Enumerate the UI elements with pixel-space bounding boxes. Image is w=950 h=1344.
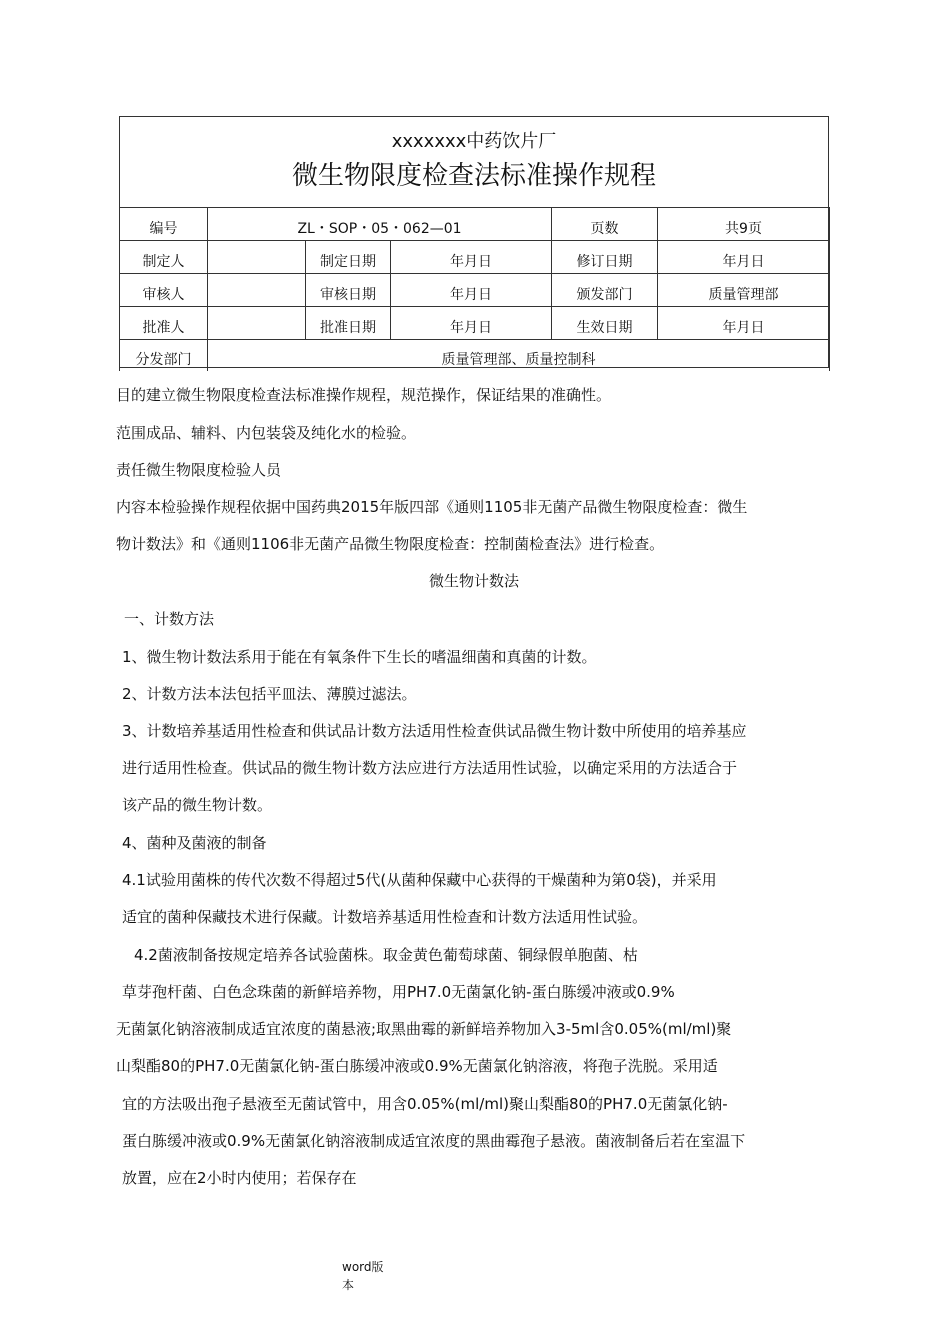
reviewer-value: [208, 274, 306, 307]
review-date-label: 审核日期: [306, 274, 391, 307]
purpose-paragraph: 目的建立微生物限度检查法标准操作规程，规范操作，保证结果的准确性。: [116, 386, 612, 404]
created-date-label: 制定日期: [306, 241, 391, 274]
responsibility-paragraph: 责任微生物限度检验人员: [116, 461, 282, 479]
page-footer: [342, 1258, 384, 1294]
list-item-continued: 草芽孢杆菌、白色念珠菌的新鲜培养物，用PH7.0无菌氯化钠-蛋白胨缓冲液或0.9%: [122, 983, 675, 1001]
list-item-continued: 宜的方法吸出孢子悬液至无菌试管中，用含0.05%(ml/ml)聚山梨酯80的PH7.0无菌氯化钠-: [122, 1095, 728, 1113]
list-item-continued: 无菌氯化钠溶液制成适宜浓度的菌悬液;取黑曲霉的新鲜培养物加入3-5ml含0.05%(ml/ml)聚: [116, 1020, 732, 1038]
footer-line: word版: [342, 1260, 384, 1274]
subsection-heading: 一、计数方法: [124, 610, 215, 628]
reviewer-label: 审核人: [120, 274, 208, 307]
doc-number-label: 编号: [120, 208, 208, 241]
effective-date-value: 年月日: [658, 307, 830, 340]
page-count-value: 共9页: [658, 208, 830, 241]
list-item-continued: 适宜的菌种保藏技术进行保藏。计数培养基适用性检查和计数方法适用性试验。: [122, 908, 648, 926]
list-item: 4、菌种及菌液的制备: [122, 834, 267, 852]
company-name: xxxxxxx中药饮片厂: [391, 131, 557, 152]
revised-date-value: 年月日: [658, 241, 830, 274]
list-item: 2、计数方法本法包括平皿法、薄膜过滤法。: [122, 685, 417, 703]
list-item-continued: 山梨酯80的PH7.0无菌氯化钠-蛋白胨缓冲液或0.9%无菌氯化钠溶液，将孢子洗脱。采用适: [116, 1057, 718, 1075]
review-date-value: 年月日: [391, 274, 552, 307]
approver-label: 批准人: [120, 307, 208, 340]
author-label: 制定人: [120, 241, 208, 274]
table-row: [120, 274, 830, 307]
list-item: 4.1试验用菌株的传代次数不得超过5代(从菌种保藏中心获得的干燥菌种为第0袋)，并采用: [122, 871, 717, 889]
table-row: [120, 241, 830, 274]
document-title: 微生物限度检查法标准操作规程: [291, 161, 656, 191]
meta-table: [119, 207, 830, 371]
list-item: 4.2菌液制备按规定培养各试验菌株。取金黄色葡萄球菌、铜绿假单胞菌、枯: [134, 946, 638, 964]
effective-date-label: 生效日期: [552, 307, 658, 340]
approver-value: [208, 307, 306, 340]
list-item: 1、微生物计数法系用于能在有氧条件下生长的嗜温细菌和真菌的计数。: [122, 648, 597, 666]
list-item-continued: 蛋白胨缓冲液或0.9%无菌氯化钠溶液制成适宜浓度的黑曲霉孢子悬液。菌液制备后若在室温下: [122, 1132, 746, 1150]
issuing-dept-value: 质量管理部: [658, 274, 830, 307]
header-box: [119, 116, 829, 368]
author-value: [208, 241, 306, 274]
distribution-label: 分发部门: [120, 340, 208, 372]
page-count-label: 页数: [552, 208, 658, 241]
approval-date-value: 年月日: [391, 307, 552, 340]
created-date-value: 年月日: [391, 241, 552, 274]
list-item-continued: 该产品的微生物计数。: [122, 796, 273, 814]
table-row: [120, 208, 830, 241]
issuing-dept-label: 颁发部门: [552, 274, 658, 307]
table-row: [120, 340, 830, 372]
list-item-continued: 进行适用性检查。供试品的微生物计数方法应进行方法适用性试验，以确定采用的方法适合于: [122, 759, 738, 777]
revised-date-label: 修订日期: [552, 241, 658, 274]
distribution-value: 质量管理部、质量控制科: [208, 340, 830, 372]
approval-date-label: 批准日期: [306, 307, 391, 340]
section-heading: 微生物计数法: [428, 572, 519, 590]
table-row: [120, 307, 830, 340]
doc-number-value: ZL・SOP・05・062—01: [208, 208, 552, 241]
content-paragraph-line: 物计数法》和《通则1106非无菌产品微生物限度检查：控制菌检查法》进行检查。: [116, 535, 665, 553]
list-item-continued: 放置，应在2小时内使用；若保存在: [122, 1169, 357, 1187]
scope-paragraph: 范围成品、辅料、内包装袋及纯化水的检验。: [116, 424, 417, 442]
list-item: 3、计数培养基适用性检查和供试品计数方法适用性检查供试品微生物计数中所使用的培养基应: [122, 722, 747, 740]
content-paragraph-line: 内容本检验操作规程依据中国药典2015年版四部《通则1105非无菌产品微生物限度检查：微生: [116, 498, 748, 516]
footer-line: 本: [342, 1278, 355, 1292]
